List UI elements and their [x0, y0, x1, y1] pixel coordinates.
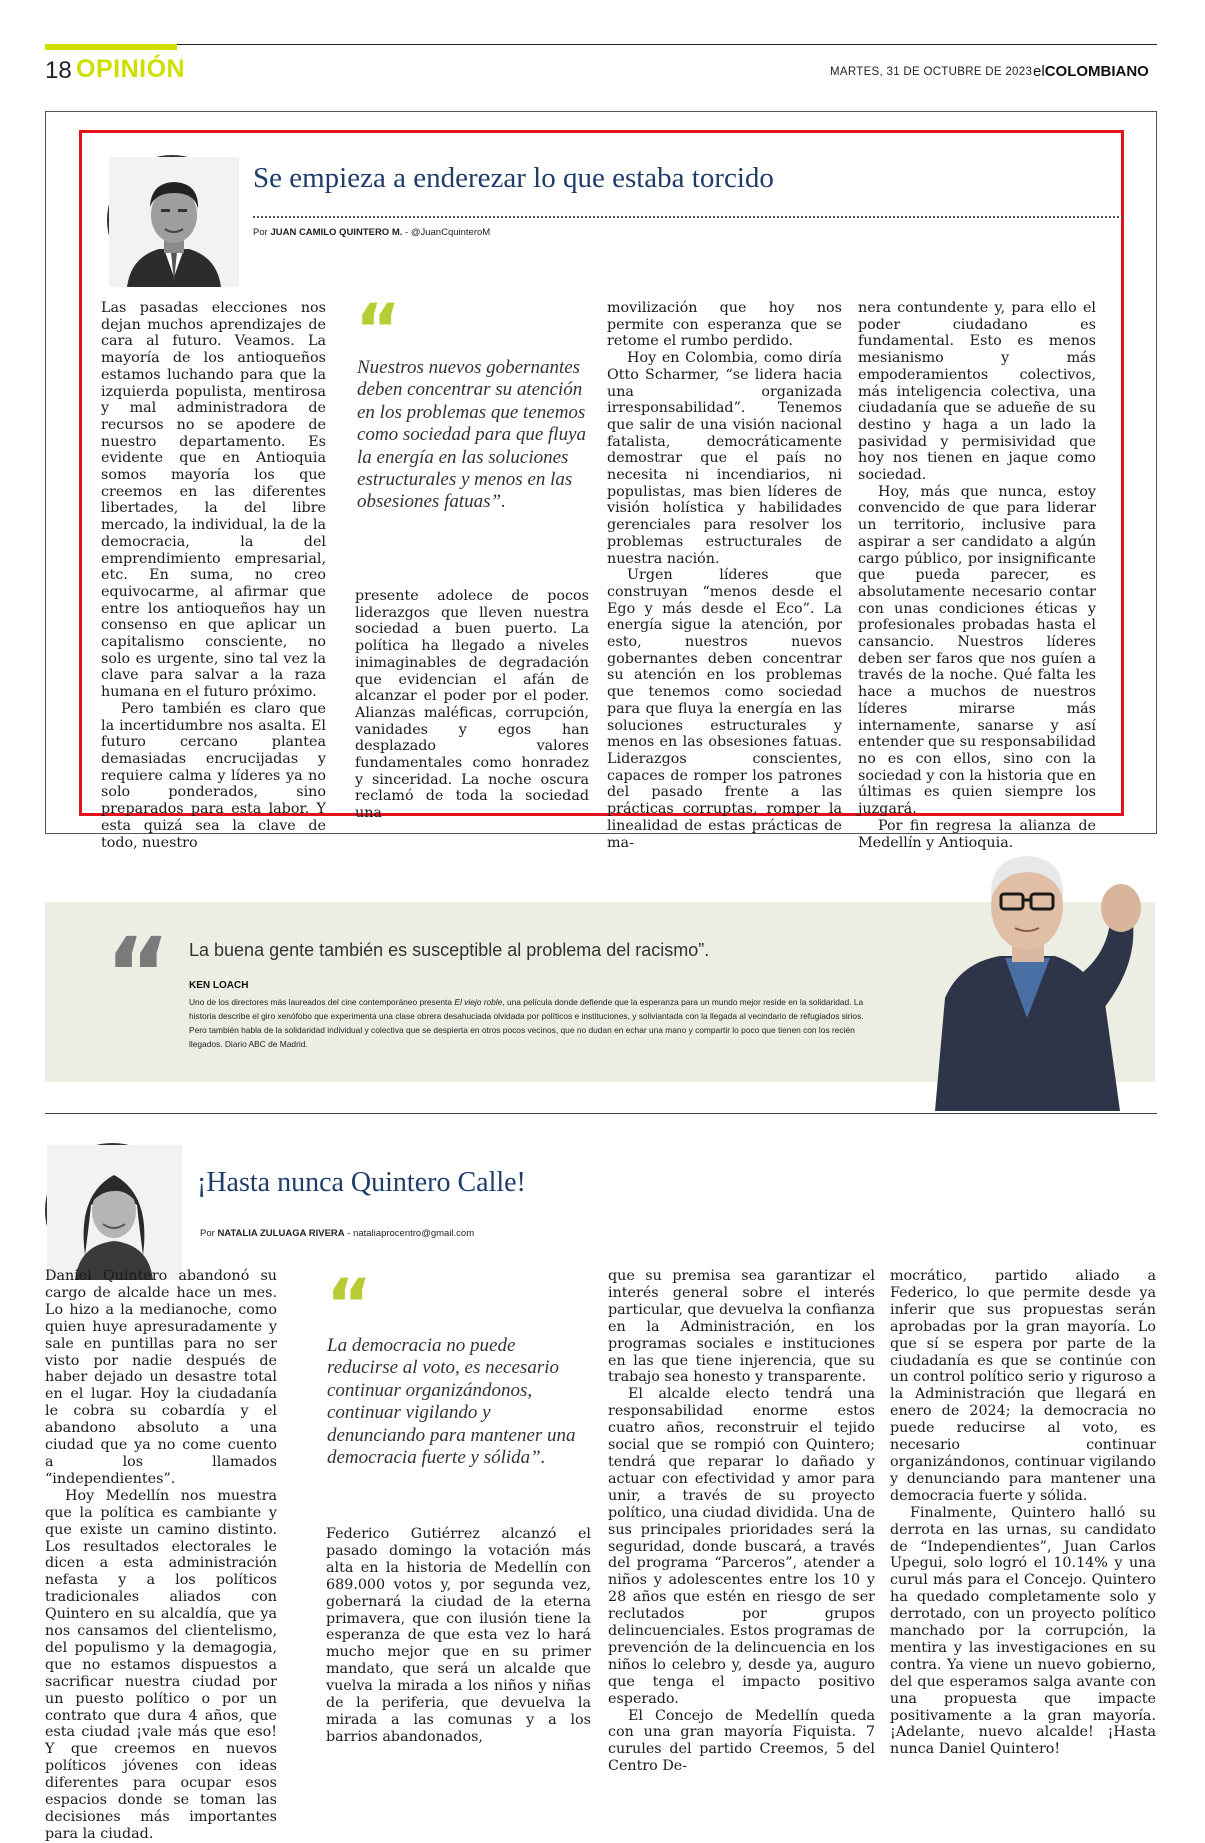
paragraph: Hoy en Colombia, como diría Otto Scharmer, “se lidera hacia una organizada irresponsabilidad”. Tenemos que salir de una visión nacional fatalista, democráticamente demostrar que el país no necesita ni incendiarios, ni populistas, mas bien líderes de visión holística y habilidades gerenciales para resolver los problemas estructurales de nuestra nación. — [607, 350, 842, 567]
paragraph: Daniel Quintero abandonó su cargo de alcalde hace un mes. Lo hizo a la medianoche, como quien huye apresuradamente y sale en puntillas para no ser visto por nadie después de haber dejado un desastre total en el lugar. Hoy la ciudadanía le cobra su cobardía y el abandono absoluto a una ciudad que ya no come cuento a los llamados “independientes”. — [45, 1268, 277, 1487]
quote-description: Uno de los directores más laureados del cine contemporáneo presenta El viejo roble, una película donde defiende que la esperanza para un mundo mejor reside en la solidaridad. La historia describe el giro xenófobo que experimenta una clase obrera desahuciada olvidada por políticos e instituciones, y soliviantada con la llegada al vecindario de refugiados sirios. Pero también habla de la solidaridad individual y colectiva que se despierta en otros pocos vecinos, que no dudan en echar una mano y compartir lo poco que tienen con los recién llegados. Diario ABC de Madrid. — [189, 997, 864, 1049]
quote-icon: “ — [326, 1264, 373, 1346]
paragraph: El alcalde electo tendrá una responsabilidad enorme estos cuatro años, reconstruir el tejido social que se rompió con Quintero; tendrá que reparar lo dañado y actuar con efectividad y amor para unir, a través de su proyecto político, una ciudad dividida. Una de sus principales prioridades será la seguridad, donde buscará, a través del programa “Parceros”, atender a niños y adolescentes entre los 10 y 28 años que estén en riesgo de ser reclutados por grupos delincuenciales. Estos programas de prevención de la delincuencia en los niños lo celebro y, desde ya, auguro que tenga el impacto positivo esperado. — [608, 1386, 875, 1707]
article-column-2 — [355, 588, 589, 822]
article-column-1 — [45, 1268, 277, 1843]
newspaper-logo: elCOLOMBIANO — [1033, 63, 1149, 80]
author-name: NATALIA ZULUAGA RIVERA — [217, 1228, 345, 1239]
article-headline: Se empieza a enderezar lo que estaba torcido — [253, 162, 774, 194]
ken-loach-photo — [905, 828, 1155, 1111]
issue-date: MARTES, 31 DE OCTUBRE DE 2023 — [830, 66, 1033, 78]
paragraph: Finalmente, Quintero halló su derrota en las urnas, su candidato de “Independientes”, Juan Carlos Upegui, solo logró el 10.14% y una curul más para el Concejo. Quintero ha quedado completamente solo y derrotado, con un proyecto político manchado por la corrupción, la mentira y las investigaciones en su contra. Ya viene un nuevo gobierno, del que esperamos salga avante con una propuesta que impacte positivamente a la gran mayoría. ¡Adelante, nuevo alcalde! ¡Hasta nunca Daniel Quintero! — [890, 1504, 1156, 1758]
page-number: 18 — [45, 57, 72, 84]
author-name: JUAN CAMILO QUINTERO M. — [270, 227, 403, 238]
section-divider — [45, 1113, 1157, 1114]
featured-quote: La buena gente también es susceptible al problema del racismo”. — [189, 940, 710, 960]
article-column-3 — [608, 1268, 875, 1775]
header-rule — [45, 44, 1157, 45]
paragraph: Por fin regresa la alianza de Medellín y Antioquia. — [858, 817, 1096, 851]
film-title: El viejo roble — [454, 997, 503, 1007]
article-column-3 — [607, 300, 842, 851]
paragraph: Pero también es claro que la incertidumbre nos asalta. El futuro cercano plantea demasiadas encrucijadas y requiere calma y líderes ya no solo ponderados, sino preparados para esta labor. Y esta quizá sea la clave de todo, nuestro — [101, 700, 326, 851]
section-title: OPINIÓN — [76, 55, 186, 83]
article-column-4 — [890, 1268, 1156, 1758]
pull-quote: La democracia no puede reducirse al voto, es necesario continuar organizándonos, continuar vigilando y denunciando para mantener una democracia fuerte y sólida”. — [327, 1335, 576, 1469]
author-email: - nataliaprocentro@gmail.com — [347, 1228, 475, 1239]
article-column-1 — [101, 300, 326, 851]
article-column-2 — [326, 1526, 591, 1746]
author-photo — [45, 1143, 180, 1278]
paragraph: Hoy, más que nunca, estoy convencido de que para liderar un territorio, inclusive para aspirar a ser candidato a algún cargo público, por insignificante que pueda parecer, es absolutamente necesario contar con unas condiciones éticas y profesionales probadas hasta el cansancio. Nuestros líderes deben ser faros que nos guíen a través de la noche. Qué falta les hace a muchos de nuestros líderes mirarse más internamente, sanarse y así entender que su responsabilidad no es con ellos, sino con la sociedad y con la historia que en últimas es quien siempre los juzgará. — [858, 483, 1096, 818]
paragraph: nera contundente y, para ello el poder ciudadano es fundamental. Esto es menos mesianismo y más empoderamientos colectivos, más inteligencia colectiva, una ciudadanía que se adueñe de su destino y haga a un lado la pasividad y permisividad que hoy nos tienen en jaque como sociedad. — [858, 300, 1096, 484]
paragraph: Las pasadas elecciones nos dejan muchos aprendizajes de cara al futuro. Veamos. La mayoría de los antioqueños estamos luchando para que la izquierda populista, mentirosa y mal administradora de recursos no se apodere de nuestro departamento. Es evidente que en Antioquia somos mayoría los que creemos en las diferentes libertades, la del libre mercado, la individual, la de la democracia, la del emprendimiento empresarial, etc. En suma, no creo equivocarme, al afirmar que entre los antioqueños hay un consenso en que aplicar un capitalismo consciente, no solo es urgente, sino tal vez la clave para salvar a la raza humana en el futuro próximo. — [101, 300, 326, 701]
author-handle: - @JuanCquinteroM — [405, 227, 491, 238]
quote-icon: “ — [355, 289, 402, 371]
paragraph: presente adolece de pocos liderazgos que lleven nuestra sociedad a buen puerto. La política ha llegado a niveles inimaginables de degradación que evidencian el afán de alcanzar el poder por el poder. Alianzas maléficas, corrupción, vanidades y egos han desplazado valores fundamentales como honradez y sinceridad. La noche oscura reclamó de toda la sociedad una — [355, 588, 589, 822]
paragraph: movilización que hoy nos permite con esperanza que se retome el rumbo perdido. — [607, 300, 842, 350]
paragraph: mocrático, partido aliado a Federico, lo que permite desde ya inferir que sus propuestas serán aprobadas por la gran mayoría. Lo que sí se espera por parte de la ciudadanía es que se continúe con un control político serio y riguroso a la Administración que llegará en enero de 2024; la democracia no puede reducirse al voto, es necesario continuar organizándonos, continuar vigilando y denunciando para mantener una democracia fuerte y sólida. — [890, 1268, 1156, 1504]
quote-icon: “ — [105, 916, 171, 1033]
paragraph: que su premisa sea garantizar el interés general sobre el interés particular, que devuelva la confianza en la Administración, en los programas sociales e instituciones en las que tiene injerencia, que su trabajo sea honesto y transparente. — [608, 1268, 875, 1386]
article-headline: ¡Hasta nunca Quintero Calle! — [197, 1167, 526, 1198]
paragraph: Federico Gutiérrez alcanzó el pasado domingo la votación más alta en la historia de Medellín con 689.000 votos y, por segunda vez, gobernará la ciudad de la eterna primavera, que con ilusión tiene la esperanza de que esta vez lo hará mucho mejor que en su primer mandato, que será un alcalde que vuelva la mirada a los niños y niñas de la periferia, que devuelva la mirada a las comunas y a los barrios abandonados, — [326, 1526, 591, 1745]
article-column-4 — [858, 300, 1096, 851]
byline: Por NATALIA ZULUAGA RIVERA - nataliaprocentro@gmail.com — [200, 1228, 475, 1239]
author-photo — [107, 155, 237, 285]
headline-divider — [253, 216, 1123, 218]
quote-author: KEN LOACH — [189, 980, 249, 991]
pull-quote: Nuestros nuevos gobernantes deben concentrar su atención en los problemas que tenemos como sociedad para que fluya la energía en las soluciones estructurales y menos en las obsesiones fatuas”. — [357, 357, 587, 513]
paragraph: Urgen líderes que construyan “menos desde el Ego y más desde el Eco”. La energía sigue la atención, por esto, nuestros nuevos gobernantes deben concentrar su atención en los problemas que tenemos como sociedad para que fluya la energía en las soluciones estructurales y menos en las obsesiones fatuas. Liderazgos conscientes, capaces de romper los patrones del pasado frente a las prácticas corruptas, romper la linealidad de estas prácticas de ma- — [607, 567, 842, 851]
paragraph: Hoy Medellín nos muestra que la política es cambiante y que existe un camino distinto. Los resultados electorales le dicen a esta administración nefasta y a los políticos tradicionales aliados con Quintero en su alcaldía, que ya nos cansamos del clientelismo, del populismo y la demagogia, que no estamos dispuestos a sacrificar nuestra ciudad por un puesto político o por un contrato que dura 4 años, que esta ciudad ¡vale más que eso! Y que creemos en nuevos políticos jóvenes con ideas diferentes para ocupar esos espacios donde se toman las decisiones más importantes para la ciudad. — [45, 1487, 277, 1842]
byline: Por JUAN CAMILO QUINTERO M. - @JuanCquinteroM — [253, 227, 491, 238]
paragraph: El Concejo de Medellín queda con una gran mayoría Fiquista. 7 curules del partido Creemos, 5 del Centro De- — [608, 1707, 875, 1775]
section-accent-bar — [45, 44, 177, 50]
